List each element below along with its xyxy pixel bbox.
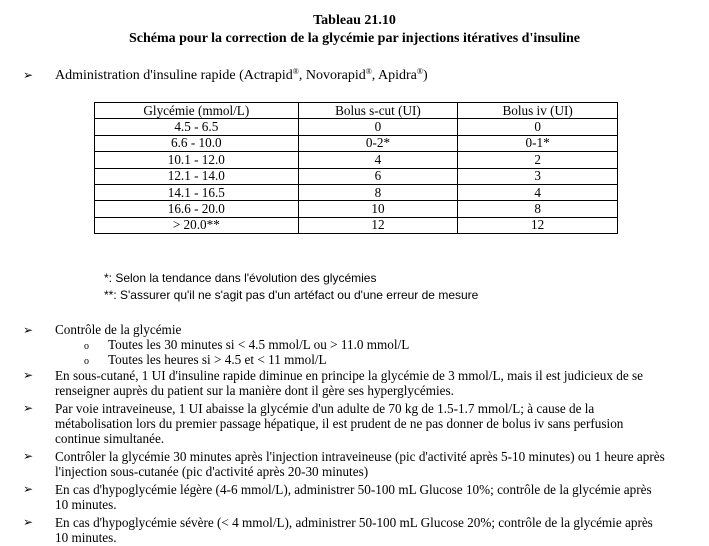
cell: 10	[298, 201, 458, 217]
circle-bullet-icon: o	[84, 356, 89, 367]
cell: > 20.0**	[95, 217, 299, 233]
paragraph-hypo-legere: En cas d'hypoglycémie légère (4-6 mmol/L), administrer 50-100 mL Glucose 10%; contrôle de la glycémie après 10 minutes.	[55, 482, 652, 512]
cell: 3	[458, 168, 618, 184]
arrow-bullet-icon: ➢	[23, 482, 34, 496]
cell: 8	[458, 201, 618, 217]
arrow-bullet-icon: ➢	[23, 323, 34, 337]
cell: 8	[298, 184, 458, 200]
table-row	[95, 135, 618, 151]
paragraph-controle-injection: Contrôler la glycémie 30 minutes après l'injection intraveineuse (pic d'activité après 5-10 minutes) ou 1 heure après l'injection sous-cutanée (pic d'activité après 20-30 minutes)	[55, 449, 665, 479]
cell: 6.6 - 10.0	[95, 135, 299, 151]
footnote-1: *: Selon la tendance dans l'évolution des glycémies	[104, 271, 377, 285]
controle-item-1: Toutes les 30 minutes si < 4.5 mmol/L ou > 11.0 mmol/L	[108, 337, 410, 352]
cell: 4	[298, 152, 458, 168]
arrow-bullet-icon: ➢	[23, 449, 34, 463]
cell: 0-2*	[298, 135, 458, 151]
table-row	[95, 184, 618, 200]
cell: 10.1 - 12.0	[95, 152, 299, 168]
controle-item-2: Toutes les heures si > 4.5 et < 11 mmol/L	[108, 352, 327, 367]
cell: 0	[458, 119, 618, 135]
table-subtitle: Schéma pour la correction de la glycémie par injections itératives d'insuline	[128, 31, 581, 46]
header-bolus-scut: Bolus s-cut (UI)	[298, 103, 458, 119]
header-glycemie: Glycémie (mmol/L)	[95, 103, 299, 119]
table-row	[95, 217, 618, 233]
table-row	[95, 119, 618, 135]
arrow-bullet-icon: ➢	[23, 401, 34, 415]
footnote-2: **: S'assurer qu'il ne s'agit pas d'un artéfact ou d'une erreur de mesure	[104, 288, 479, 302]
cell: 0	[298, 119, 458, 135]
admin-line: Administration d'insuline rapide (Actrapid®, Novorapid®, Apidra®)	[55, 67, 428, 83]
arrow-bullet-icon: ➢	[23, 515, 34, 529]
table-row	[95, 168, 618, 184]
paragraph-hypo-severe: En cas d'hypoglycémie sévère (< 4 mmol/L), administrer 50-100 mL Glucose 20%; contrôle de la glycémie après 10 minutes.	[55, 515, 653, 545]
cell: 12	[458, 217, 618, 233]
table-row	[95, 152, 618, 168]
cell: 4.5 - 6.5	[95, 119, 299, 135]
cell: 16.6 - 20.0	[95, 201, 299, 217]
controle-label: Contrôle de la glycémie	[55, 322, 182, 337]
cell: 6	[298, 168, 458, 184]
circle-bullet-icon: o	[84, 341, 89, 352]
insulin-table	[94, 102, 618, 234]
arrow-bullet-icon: ➢	[23, 368, 34, 382]
cell: 0-1*	[458, 135, 618, 151]
header-bolus-iv: Bolus iv (UI)	[458, 103, 618, 119]
cell: 4	[458, 184, 618, 200]
cell: 14.1 - 16.5	[95, 184, 299, 200]
paragraph-intraveineuse: Par voie intraveineuse, 1 UI abaisse la glycémie d'un adulte de 70 kg de 1.5-1.7 mmol/L; à cause de la métabolisation lors du premier passage hépatique, il est prudent de ne pas donner de bolus iv sans perfusion continue simultanée.	[55, 401, 624, 446]
cell: 12.1 - 14.0	[95, 168, 299, 184]
arrow-bullet-icon: ➢	[23, 68, 34, 82]
cell: 12	[298, 217, 458, 233]
table-title: Tableau 21.10	[313, 13, 396, 28]
paragraph-sous-cutane: En sous-cutané, 1 UI d'insuline rapide diminue en principe la glycémie de 3 mmol/L, mais il est judicieux de se renseigner auprès du patient sur la manière dont il gère ses hyperglycémies.	[55, 368, 643, 398]
table-header-row	[95, 103, 618, 119]
table-row	[95, 201, 618, 217]
cell: 2	[458, 152, 618, 168]
